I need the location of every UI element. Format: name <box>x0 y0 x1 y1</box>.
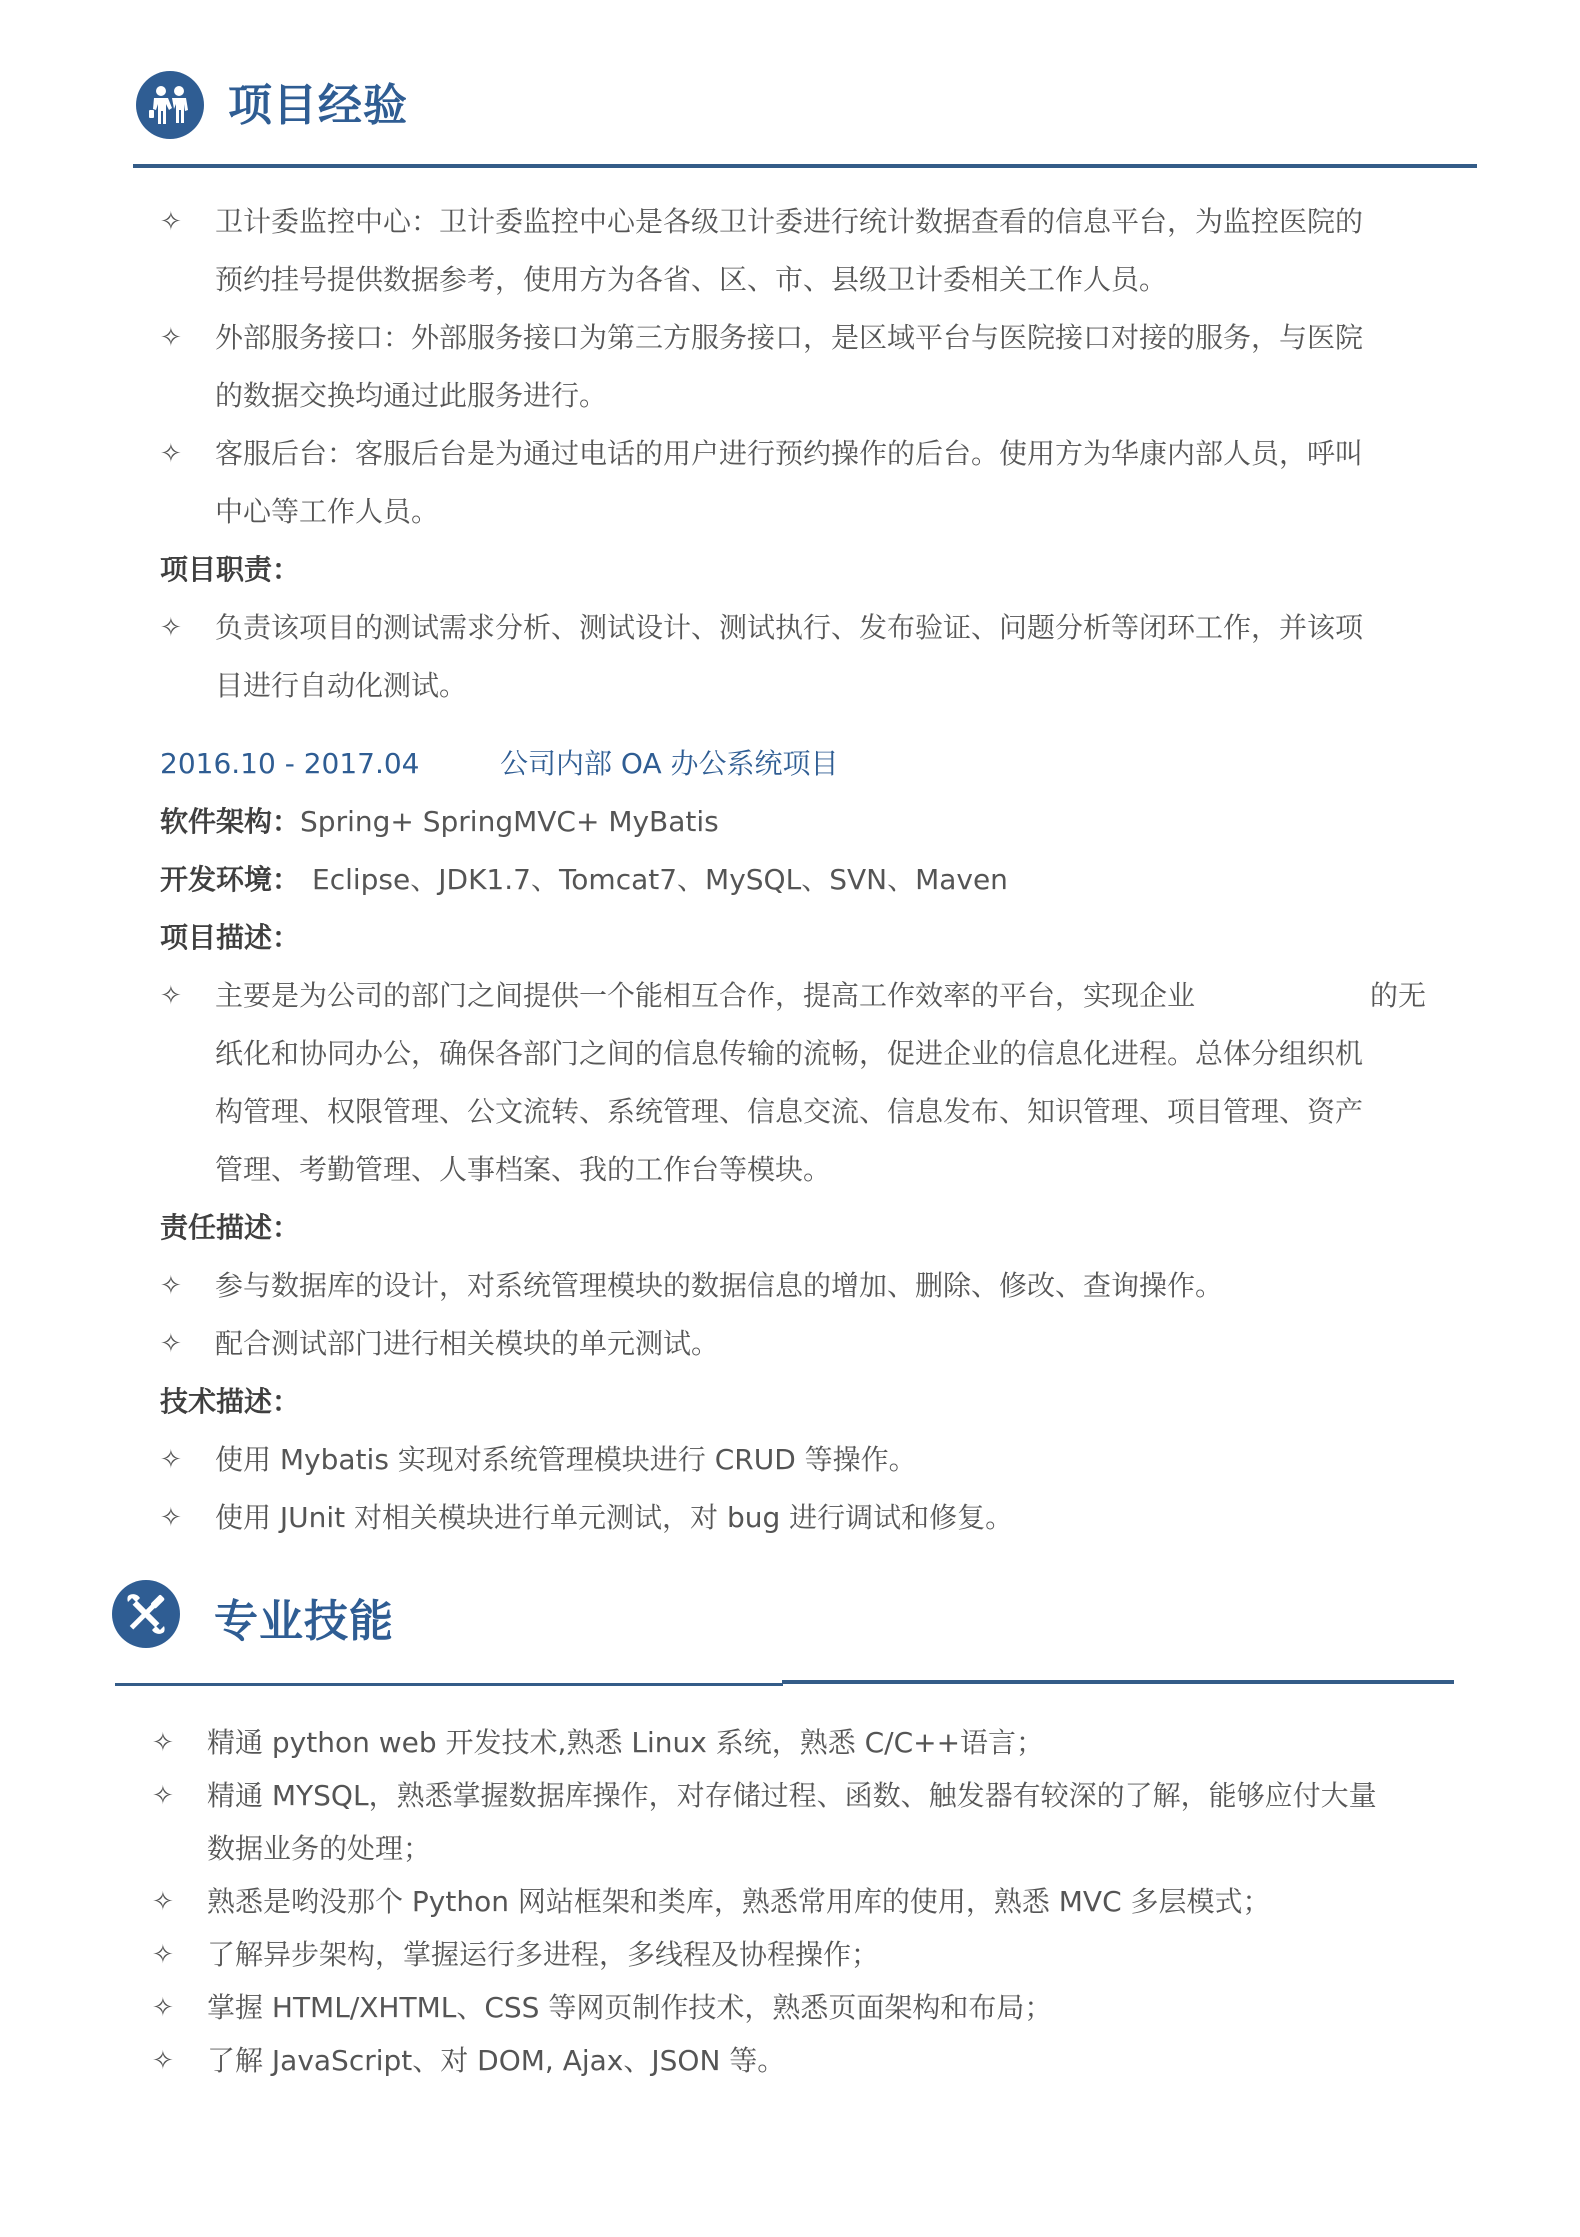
project2-resp-item-1: 参与数据库的设计，对系统管理模块的数据信息的增加、删除、修改、查询操作。 <box>215 1269 1224 1302</box>
project2-period: 2016.10 - 2017.04 <box>160 747 420 780</box>
bullet-icon: ✧ <box>152 1887 174 1917</box>
project2-env-label <box>160 863 1008 897</box>
arch-value: Spring+ SpringMVC+ MyBatis <box>300 805 719 838</box>
people-icon <box>136 71 204 139</box>
arch-label-text: 软件架构： <box>160 805 301 838</box>
section-title-project-experience: 项目经验 <box>228 80 408 131</box>
bullet-icon: ✧ <box>160 981 182 1011</box>
bullet-icon: ✧ <box>152 1940 174 1970</box>
section-rule-right <box>782 1680 1454 1684</box>
section-title-skills: 专业技能 <box>214 1596 394 1647</box>
bullet-icon: ✧ <box>160 1445 182 1475</box>
project1-duty-line-2: 目进行自动化测试。 <box>215 669 468 702</box>
bullet-icon: ✧ <box>160 613 182 643</box>
project2-desc-line-2: 纸化和协同办公，确保各部门之间的信息传输的流畅，促进企业的信息化进程。总体分组织机 <box>215 1037 1364 1070</box>
skill-item-2-line-1: 精通 MYSQL，熟悉掌握数据库操作，对存储过程、函数、触发器有较深的了解，能够应付大量 <box>207 1779 1377 1812</box>
skill-item-6: 了解 JavaScript、对 DOM, Ajax、JSON 等。 <box>207 2044 786 2077</box>
project1-bullet-2-line-1: 外部服务接口：外部服务接口为第三方服务接口，是区域平台与医院接口对接的服务，与医院 <box>215 321 1364 354</box>
project1-duty-label: 项目职责： <box>160 553 301 586</box>
project2-desc-line-1: 主要是为公司的部门之间提供一个能相互合作，提高工作效率的平台，实现企业 <box>215 979 1196 1012</box>
project2-tech-label: 技术描述： <box>160 1385 301 1418</box>
env-value: Eclipse、JDK1.7、Tomcat7、MySQL、SVN、Maven <box>312 863 1008 896</box>
project1-bullet-1-line-1: 卫计委监控中心：卫计委监控中心是各级卫计委进行统计数据查看的信息平台，为监控医院的 <box>215 205 1364 238</box>
project2-tech-item-1: 使用 Mybatis 实现对系统管理模块进行 CRUD 等操作。 <box>215 1443 917 1476</box>
skill-item-5: 掌握 HTML/XHTML、CSS 等网页制作技术，熟悉页面架构和布局； <box>207 1991 1053 2024</box>
bullet-icon: ✧ <box>160 323 182 353</box>
env-label-text: 开发环境： <box>160 863 301 896</box>
bullet-icon: ✧ <box>160 1271 182 1301</box>
project1-duty-line-1: 负责该项目的测试需求分析、测试设计、测试执行、发布验证、问题分析等闭环工作，并该项 <box>215 611 1364 644</box>
project2-tech-item-2: 使用 JUnit 对相关模块进行单元测试，对 bug 进行调试和修复。 <box>215 1501 1014 1534</box>
skill-item-4: 了解异步架构，掌握运行多进程，多线程及协程操作； <box>207 1938 880 1971</box>
section-rule <box>133 164 1477 168</box>
project1-bullet-3-line-1: 客服后台：客服后台是为通过电话的用户进行预约操作的后台。使用方为华康内部人员，呼叫 <box>215 437 1364 470</box>
skill-item-2-line-2: 数据业务的处理； <box>207 1832 432 1865</box>
project2-desc-label: 项目描述： <box>160 921 301 954</box>
skill-item-1: 精通 python web 开发技术,熟悉 Linux 系统，熟悉 C/C++语言； <box>207 1726 1045 1759</box>
bullet-icon: ✧ <box>152 1728 174 1758</box>
bullet-icon: ✧ <box>160 207 182 237</box>
project2-arch-label <box>160 805 719 839</box>
project2-name: 公司内部 OA 办公系统项目 <box>500 747 839 780</box>
skill-item-3: 熟悉是哟没那个 Python 网站框架和类库，熟悉常用库的使用，熟悉 MVC 多层模式； <box>207 1885 1271 1918</box>
project1-bullet-3-line-2: 中心等工作人员。 <box>215 495 440 528</box>
project2-desc-line-1b: 的无 <box>1370 979 1427 1012</box>
project2-resp-label: 责任描述： <box>160 1211 301 1244</box>
project1-bullet-1-line-2: 预约挂号提供数据参考，使用方为各省、区、市、县级卫计委相关工作人员。 <box>215 263 1168 296</box>
tools-icon <box>112 1580 180 1648</box>
section-rule-left <box>115 1683 783 1686</box>
project2-resp-item-2: 配合测试部门进行相关模块的单元测试。 <box>215 1327 720 1360</box>
bullet-icon: ✧ <box>160 1503 182 1533</box>
project1-bullet-2-line-2: 的数据交换均通过此服务进行。 <box>215 379 608 412</box>
bullet-icon: ✧ <box>152 1781 174 1811</box>
project2-desc-line-3: 构管理、权限管理、公文流转、系统管理、信息交流、信息发布、知识管理、项目管理、资产 <box>215 1095 1364 1128</box>
bullet-icon: ✧ <box>152 2046 174 2076</box>
bullet-icon: ✧ <box>160 1329 182 1359</box>
bullet-icon: ✧ <box>160 439 182 469</box>
project2-desc-line-4: 管理、考勤管理、人事档案、我的工作台等模块。 <box>215 1153 832 1186</box>
bullet-icon: ✧ <box>152 1993 174 2023</box>
